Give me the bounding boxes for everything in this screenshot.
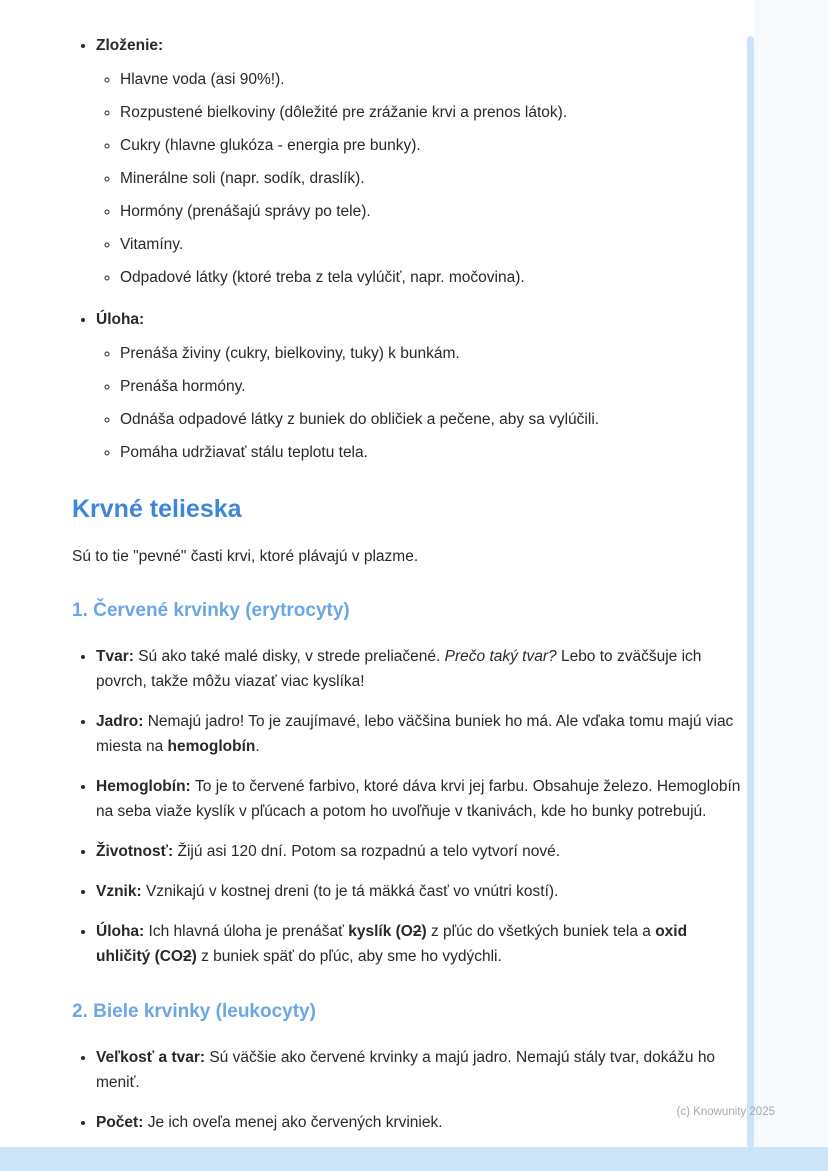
list-item — [96, 709, 744, 759]
intro-paragraph: Sú to tie "pevné" časti krvi, ktoré plávajú v plazme. — [72, 548, 419, 565]
bottom-accent-bar — [0, 1147, 828, 1171]
text-segment: . — [255, 738, 260, 755]
text-segment: oxid uhličitý (CO — [96, 923, 688, 965]
list-item: ◦ Vitamíny. — [120, 233, 744, 256]
list-item: ◦ Odpadové látky (ktoré treba z tela vylúčiť, napr. močovina). — [120, 266, 744, 289]
text-segment: Lebo to zväčšuje ich povrch, takže môžu viazať viac kyslíka! — [96, 648, 702, 690]
text-segment: Hemoglobín: — [96, 778, 196, 795]
list-item — [96, 644, 744, 694]
text-segment: Vznik: — [96, 883, 146, 900]
list-item-composition — [96, 34, 744, 289]
text-segment: ) — [191, 948, 197, 965]
subsection-heading-white-cells: 2. Biele krvinky (leukocyty) — [72, 1001, 316, 1022]
white-cells-list — [72, 1045, 744, 1135]
section-heading-blood-cells: Krvné telieska — [72, 495, 242, 523]
list-item: ◦ Pomáha udržiavať stálu teplotu tela. — [120, 441, 744, 464]
list-item: ◦ Hlavne voda (asi 90%!). — [120, 68, 744, 91]
list-item-role — [96, 308, 744, 464]
text-segment: Ich hlavná úloha je prenášať — [148, 923, 349, 940]
list-item — [96, 774, 744, 824]
composition-label: Zloženie: — [96, 37, 164, 54]
text-segment: Vznikajú v kostnej dreni (to je tá mäkká časť vo vnútri kostí). — [145, 883, 559, 900]
text-segment: Sú väčšie ako červené krvinky a majú jadro. Nemajú stály tvar, dokážu ho meniť. — [96, 1049, 716, 1091]
text-segment: Počet: — [96, 1114, 148, 1131]
right-margin-strip — [754, 0, 828, 1147]
list-item: ◦ Odnáša odpadové látky z buniek do obličiek a pečene, aby sa vylúčili. — [120, 408, 744, 431]
text-segment: Žijú asi 120 dní. Potom sa rozpadnú a telo vytvorí nové. — [177, 843, 561, 860]
text-segment: Prečo taký tvar? — [444, 648, 557, 665]
composition-sublist — [96, 68, 744, 289]
list-item — [96, 839, 744, 864]
text-segment: To je to červené farbivo, ktoré dáva krvi jej farbu. Obsahuje železo. Hemoglobín na seba viaže kyslík v pľúcach a potom ho uvoľňuje v tkanivách, kde ho bunky potrebujú. — [96, 778, 741, 820]
subsection-heading-red-cells: 1. Červené krvinky (erytrocyty) — [72, 600, 350, 621]
text-segment: 2 — [412, 923, 422, 940]
list-item — [96, 919, 744, 969]
role-label: Úloha: — [96, 311, 145, 328]
text-segment: kyslík (O — [348, 923, 413, 940]
role-sublist — [96, 342, 744, 464]
text-segment: 2 — [182, 948, 192, 965]
text-segment: z buniek späť do pľúc, aby sme ho vydýchli. — [196, 948, 502, 965]
list-item — [96, 1110, 744, 1135]
list-item: ◦ Minerálne soli (napr. sodík, draslík). — [120, 167, 744, 190]
text-segment: Tvar: — [96, 648, 139, 665]
text-segment: Životnosť: — [96, 843, 178, 860]
text-segment: hemoglobín — [167, 738, 256, 755]
footer-credit: (c) Knowunity 2025 — [676, 1106, 775, 1118]
text-segment: Sú ako také malé disky, v strede preliačené. — [138, 648, 445, 665]
text-segment: z pľúc do všetkých buniek tela a — [426, 923, 656, 940]
text-segment: ) — [421, 923, 427, 940]
list-item: ◦ Hormóny (prenášajú správy po tele). — [120, 200, 744, 223]
list-item — [96, 879, 744, 904]
text-segment: Jadro: — [96, 713, 148, 730]
text-segment: Úloha: — [96, 923, 149, 940]
list-item: ◦ Prenáša hormóny. — [120, 375, 744, 398]
list-item: ◦ Cukry (hlavne glukóza - energia pre bunky). — [120, 134, 744, 157]
red-cells-list — [72, 644, 744, 969]
overview-list — [72, 34, 744, 464]
text-segment: Nemajú jadro! To je zaujímavé, lebo väčšina buniek ho má. Ale vďaka tomu majú viac miesta na — [96, 713, 734, 755]
list-item: ◦ Rozpustené bielkoviny (dôležité pre zrážanie krvi a prenos látok). — [120, 101, 744, 124]
list-item — [96, 1045, 744, 1095]
text-segment: Je ich oveľa menej ako červených krviniek. — [147, 1114, 443, 1131]
list-item: ◦ Prenáša živiny (cukry, bielkoviny, tuky) k bunkám. — [120, 342, 744, 365]
text-segment: Veľkosť a tvar: — [96, 1049, 210, 1066]
